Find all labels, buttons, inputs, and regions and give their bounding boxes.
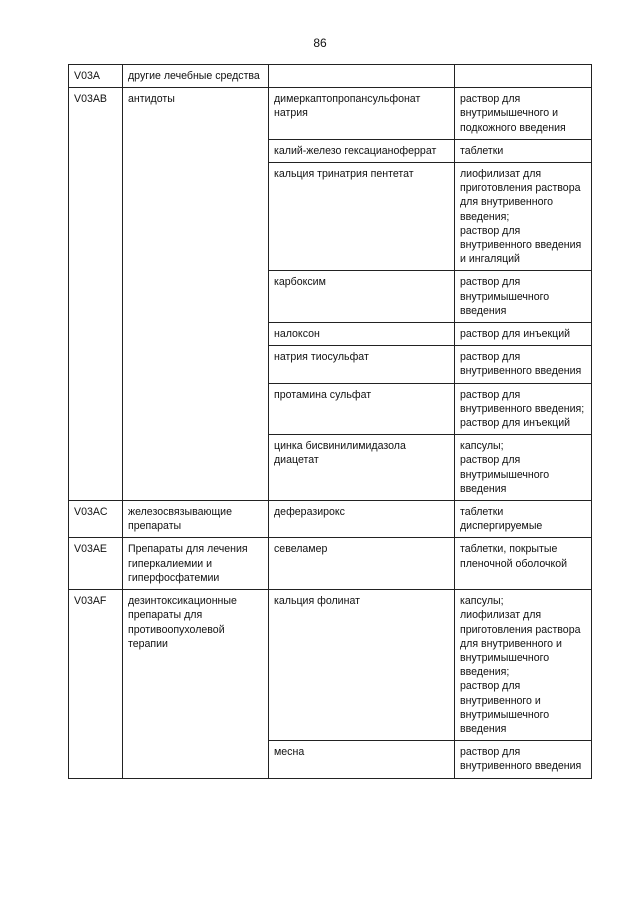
table-row bbox=[69, 590, 592, 741]
dosage-form-cell: таблетки bbox=[455, 139, 592, 162]
atc-code-cell: V03AE bbox=[69, 538, 123, 590]
drug-table bbox=[68, 64, 592, 779]
drug-name-cell: деферазирокс bbox=[269, 501, 455, 538]
drug-name-cell: налоксон bbox=[269, 323, 455, 346]
atc-code-cell: V03A bbox=[69, 65, 123, 88]
dosage-form-cell: раствор для внутримышечного и подкожного введения bbox=[455, 88, 592, 140]
dosage-form-cell: раствор для внутривенного введения bbox=[455, 741, 592, 778]
drug-name-cell: карбоксим bbox=[269, 271, 455, 323]
table-row bbox=[69, 65, 592, 88]
drug-name-cell: димеркаптопропансульфонат натрия bbox=[269, 88, 455, 140]
page-number: 86 bbox=[313, 36, 327, 50]
table-row bbox=[69, 538, 592, 590]
dosage-form-cell: таблетки диспергируемые bbox=[455, 501, 592, 538]
table-row bbox=[69, 501, 592, 538]
dosage-form-cell: лиофилизат для приготовления раствора для внутривенного введения; раствор для внутривенного введения и ингаляций bbox=[455, 163, 592, 271]
drug-name-cell: натрия тиосульфат bbox=[269, 346, 455, 383]
atc-code-cell: V03AB bbox=[69, 88, 123, 501]
drug-name-cell: калий-железо гексацианоферрат bbox=[269, 139, 455, 162]
dosage-form-cell: капсулы; лиофилизат для приготовления раствора для внутривенного и внутримышечного введения; раствор для внутривенного и внутримышечного введения bbox=[455, 590, 592, 741]
dosage-form-cell bbox=[455, 65, 592, 88]
drug-name-cell: месна bbox=[269, 741, 455, 778]
pharm-group-cell: антидоты bbox=[123, 88, 269, 501]
drug-name-cell: цинка бисвинилимидазола диацетат bbox=[269, 435, 455, 501]
atc-code-cell: V03AC bbox=[69, 501, 123, 538]
table-row bbox=[69, 88, 592, 140]
pharm-group-cell: железосвязывающие препараты bbox=[123, 501, 269, 538]
drug-name-cell: севеламер bbox=[269, 538, 455, 590]
dosage-form-cell: раствор для инъекций bbox=[455, 323, 592, 346]
dosage-form-cell: таблетки, покрытые пленочной оболочкой bbox=[455, 538, 592, 590]
pharm-group-cell: Препараты для лечения гиперкалиемии и гиперфосфатемии bbox=[123, 538, 269, 590]
drug-name-cell: кальция фолинат bbox=[269, 590, 455, 741]
pharm-group-cell: дезинтоксикационные препараты для противоопухолевой терапии bbox=[123, 590, 269, 778]
drug-name-cell: кальция тринатрия пентетат bbox=[269, 163, 455, 271]
drug-name-cell: протамина сульфат bbox=[269, 383, 455, 435]
dosage-form-cell: раствор для внутривенного введения bbox=[455, 346, 592, 383]
atc-code-cell: V03AF bbox=[69, 590, 123, 778]
dosage-form-cell: капсулы; раствор для внутримышечного введения bbox=[455, 435, 592, 501]
dosage-form-cell: раствор для внутримышечного введения bbox=[455, 271, 592, 323]
drug-name-cell bbox=[269, 65, 455, 88]
pharm-group-cell: другие лечебные средства bbox=[123, 65, 269, 88]
dosage-form-cell: раствор для внутривенного введения; раствор для инъекций bbox=[455, 383, 592, 435]
